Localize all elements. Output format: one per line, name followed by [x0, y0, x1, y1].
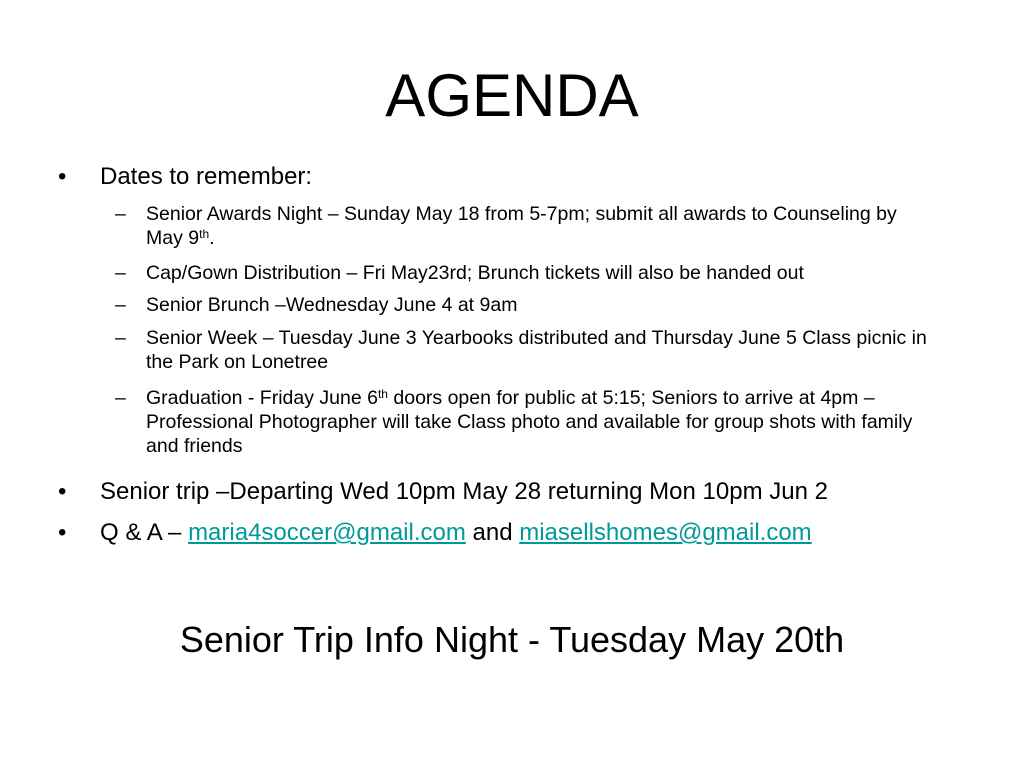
sub-item-text: Senior Brunch –Wednesday June 4 at 9am [146, 294, 518, 316]
info-night-footer: Senior Trip Info Night - Tuesday May 20th [179, 619, 845, 660]
sub-item-cap-gown [115, 261, 936, 285]
dash-icon: – [115, 294, 126, 316]
bullet-text: Dates to remember: [100, 163, 313, 190]
sub-item-text-end: doors open for public at 5:15; Seniors to arrive at 4pm –Professional Photographer will take Class photo and available for group shots with family and friends [146, 387, 913, 457]
qa-and: and [465, 519, 520, 546]
slide-title: AGENDA [385, 62, 639, 129]
sub-item-text: Cap/Gown Distribution – Fri May23rd; Brunch tickets will also be handed out [146, 262, 804, 284]
sub-item-text: Senior Week – Tuesday June 3 Yearbooks distributed and Thursday June 5 Class picnic in the Park on Lonetree [146, 327, 927, 373]
qa-prefix: Q & A – [100, 519, 189, 546]
superscript: th [377, 386, 388, 401]
email-link-miasellshomes[interactable]: miasellshomes@gmail.com [519, 519, 812, 546]
email-link-maria4soccer[interactable]: maria4soccer@gmail.com [188, 519, 466, 546]
sub-item-graduation [115, 386, 936, 458]
dash-icon: – [115, 387, 126, 409]
sub-item-text: Senior Awards Night – Sunday May 18 from 5-7pm; submit all awards to Counseling by May 9 [146, 203, 897, 249]
bullet-dot-icon: • [58, 163, 67, 190]
sub-item-text: Graduation - Friday June 6 [146, 387, 378, 409]
bullet-dot-icon: • [58, 519, 67, 546]
dash-icon: – [115, 262, 126, 284]
sub-item-awards-night [115, 202, 936, 250]
bullet-dates-to-remember [58, 163, 313, 191]
bullet-senior-trip [58, 478, 828, 506]
dash-icon: – [115, 327, 126, 349]
bullet-text: Senior trip –Departing Wed 10pm May 28 returning Mon 10pm Jun 2 [100, 478, 828, 505]
bullet-q-and-a [58, 519, 812, 547]
sub-item-text-end: . [209, 227, 215, 249]
bullet-dot-icon: • [58, 478, 67, 505]
dash-icon: – [115, 203, 126, 225]
sub-item-senior-week [115, 326, 936, 374]
superscript: th [199, 226, 210, 241]
sub-item-senior-brunch [115, 293, 936, 317]
